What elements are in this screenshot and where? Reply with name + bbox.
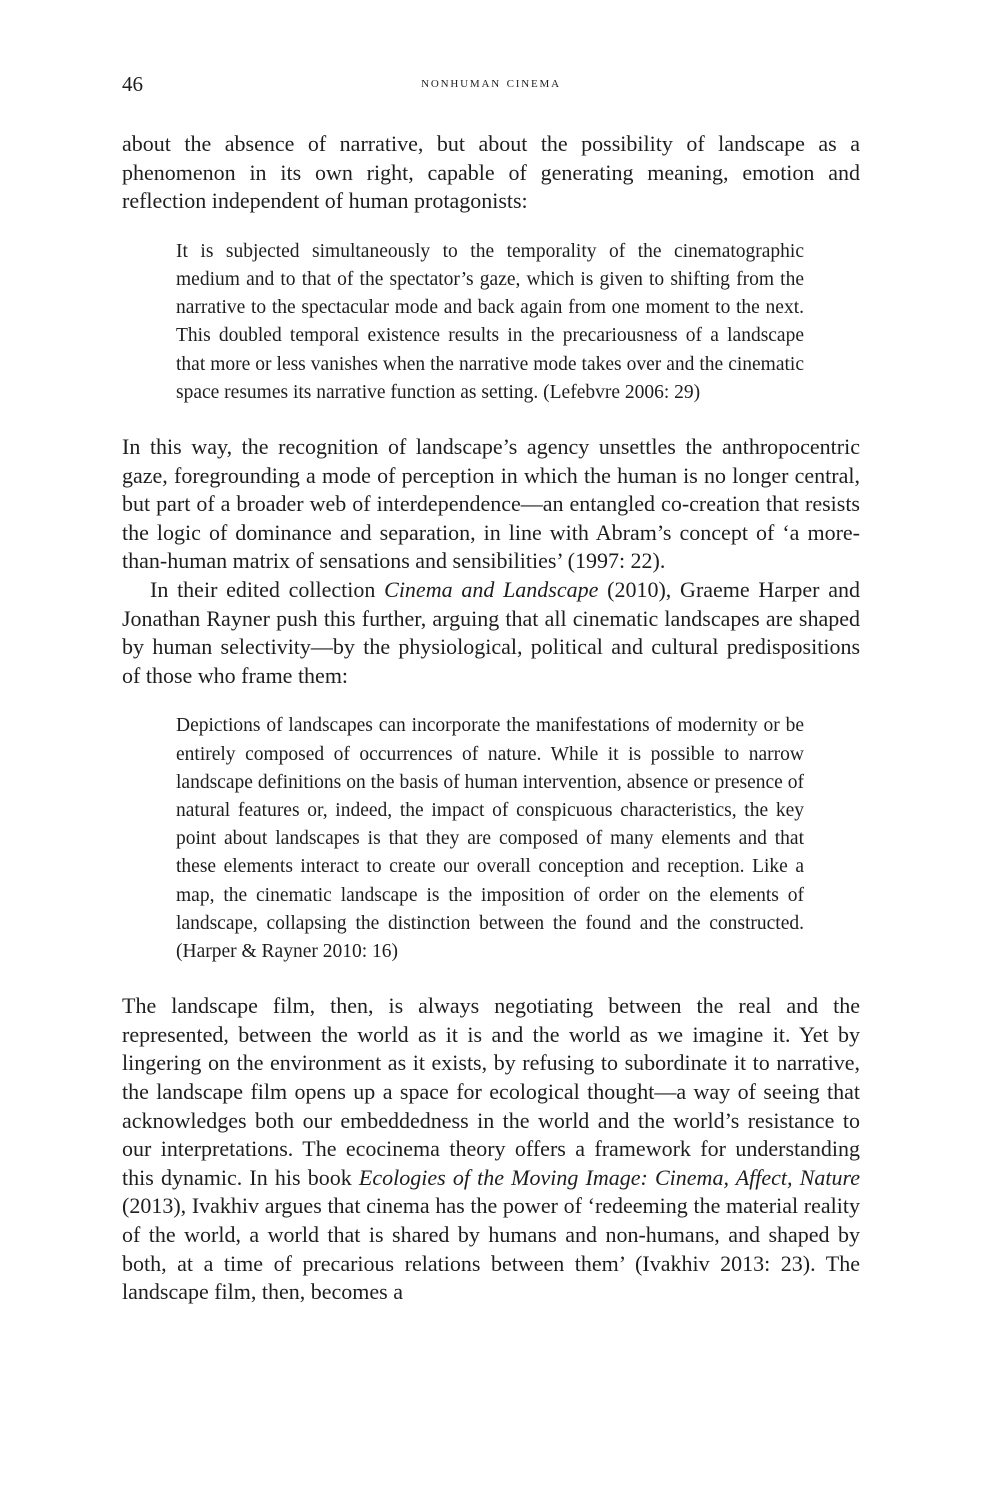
body-text <box>122 130 860 1307</box>
paragraph-continuation: about the absence of narrative, but about the possibility of landscape as a phenomenon in its own right, capable of generating meaning, emotion and reflection independent of human protagonists: <box>122 131 860 214</box>
page-number: 46 <box>122 72 143 96</box>
block-quote-harper-rayner: Depictions of landscapes can incorporate the manifestations of modernity or be entirely composed of occurrences of nature. While it is possible to narrow landscape definitions on the basis of human intervention, absence or presence of natural features or, indeed, the impact of conspicuous characteristics, the key point about landscapes is that they are composed of many elements and that these elements interact to create our overall conception and reception. Like a map, the cinematic landscape is the imposition of order on the elements of landscape, collapsing the distinction between the found and the constructed. (Harper & Rayner 2010: 16) <box>176 715 804 962</box>
block-quote-lefebvre: It is subjected simultaneously to the temporality of the cinematographic medium and to that of the spectator’s gaze, which is given to shifting from the narrative to the spectacular mode and back again from one moment to the next. This doubled temporal existence results in the precariousness of a landscape that more or less vanishes when the narrative mode takes over and the cinematic space resumes its narrative function as setting. (Lefebvre 2006: 29) <box>176 240 804 403</box>
paragraph-text: (2010), Graeme Harper and Jonathan Rayner push this further, arguing that all cinematic landscapes are shaped by human selectivity—by the physiological, political and cultural predispositions of those who frame them: <box>122 576 861 688</box>
book-title-cinema-and-landscape: Cinema and Landscape <box>384 576 599 602</box>
paragraph-text: The landscape film, then, is always negotiating between the real and the represented, between the world as it is and the world as we imagine it. Yet by lingering on the environment as it exists, by refusing to subordinate it to narrative, the landscape film opens up a space for ecological thought—a way of seeing that acknowledges both our embeddedness in the world and the world’s resistance to our interpretations. The ecocinema theory offers a framework for understanding this dynamic. In his book <box>122 993 860 1190</box>
paragraph-landscape-film <box>122 992 860 1307</box>
running-title: nonhuman cinema <box>421 74 561 91</box>
paragraph-landscape-agency: In this way, the recognition of landscape’s agency unsettles the anthropocentric gaze, foregrounding a mode of perception in which the human is no longer central, but part of a broader web of interdependence—an entangled co-creation that resists the logic of dominance and separation, in line with Abram’s concept of ‘a more-than-human matrix of sensations and sensibilities’ (1997: 22). <box>122 434 860 574</box>
paragraph-text: In their edited collection <box>150 576 385 602</box>
paragraph-harper-rayner <box>122 576 860 690</box>
paragraph-text: (2013), Ivakhiv argues that cinema has the power of ‘redeeming the material reality of the world, a world that is shared by humans and non-humans, and shaped by both, at a time of precarious relations between them’ (Ivakhiv 2013: 23). The landscape film, then, becomes a <box>122 1193 860 1305</box>
book-title-ecologies: Ecologies of the Moving Image: Cinema, Affect, Nature <box>358 1164 860 1190</box>
running-header <box>122 72 860 102</box>
